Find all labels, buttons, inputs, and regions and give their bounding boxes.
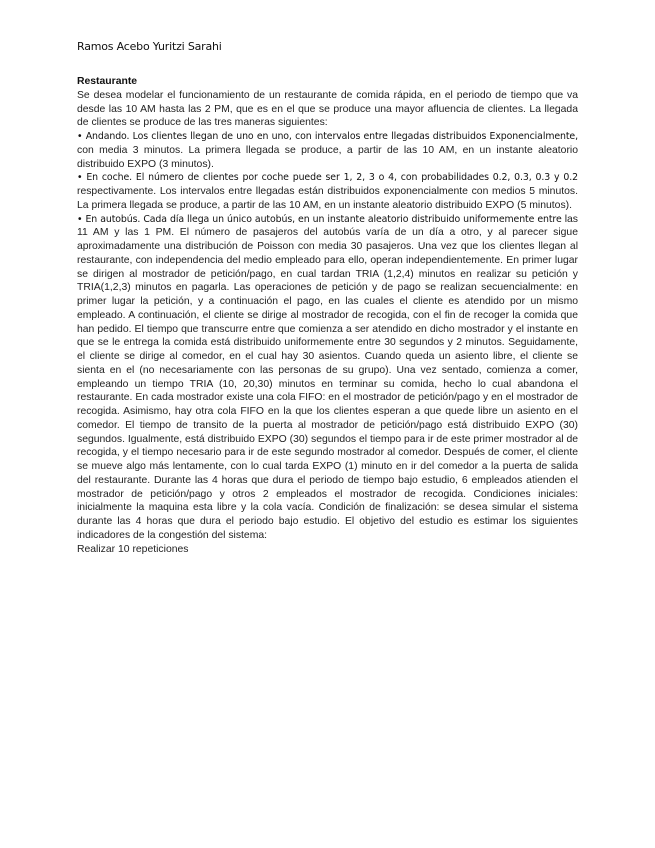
- intro-paragraph: Se desea modelar el funcionamiento de un restaurante de comida rápida, en el periodo de tiempo que va desde las 10 AM hasta las 2 PM, que es en el que se produce una mayor afluencia de clientes. La llegada de clientes se produce de las tres maneras siguientes:: [77, 89, 578, 129]
- arrival-item-lead: • En coche. El número de clientes por coche puede ser 1, 2, 3 o 4, con probabilidades 0.2, 0.3, 0.3 y 0.2: [77, 172, 578, 184]
- arrival-item-bus: [77, 213, 578, 543]
- arrival-item-walking: [77, 130, 578, 171]
- arrival-item-text: respectivamente. Los intervalos entre llegadas están distribuidos exponencialmente con medios 5 minutos. La primera llegada se produce, a partir de las 10 AM, en un instante aleatorio distribuido EXPO (5 minutos).: [77, 186, 578, 211]
- repetitions-line: Realizar 10 repeticiones: [77, 543, 189, 555]
- arrival-item-car: [77, 171, 578, 212]
- author-name: Ramos Acebo Yuritzi Sarahi: [77, 40, 222, 53]
- arrival-item-text: las 11 AM y las 1 PM. El número de pasajeros del autobús varía de un día a otro, y al parecer sigue aproximadamente una distribución de Poisson con media 30 pasajeros. Una vez que los clientes llegan al restaurante, con independencia del medio empleado para ello, operan independientemente. En primer lugar se dirigen al mostrador de petición/pago, en cual tardan TRIA (1,2,4) minutos en realizar su petición y TRIA(1,2,3) minutos en pagarla. Las operaciones de petición y de pago se realizan secuencialmente: en primer lugar la petición, y a continuación el pago, en las cuales el cliente es atendido por un mismo empleado. A continuación, el cliente se dirige al mostrador de recogida, con el fin de recoger la comida que han pedido. El tiempo que transcurre entre que comienza a ser atendido en dicho mostrador y el instante en que se le entrega la comida está distribuido uniformemente entre 30 segundos y 2 minutos. Seguidamente, el cliente se dirige al comedor, en el cual hay 30 asientos. Cuando queda un asiento libre, el cliente se sienta en el (no necesariamente con las personas de su grupo). Una vez sentado, comienza a comer, empleando un tiempo TRIA (10, 20,30) minutos en terminar su comida, hecho lo cual abandona el restaurante. En cada mostrador existe una cola FIFO: en el mostrador de petición/pago y en el mostrador de recogida. Asimismo, hay otra cola FIFO en la que los clientes esperan a que quede libre un asiento en el comedor. El tiempo de transito de la puerta al mostrador de petición/pago está distribuido EXPO (30) segundos. Igualmente, está distribuido EXPO (30) segundos el tiempo para ir de este primer mostrador al de recogida, y el tiempo necesario para ir de este segundo mostrador al comedor. Después de comer, el cliente se mueve algo más lentamente, con lo cual tarda EXPO (1) minuto en ir del comedor a la puerta de salida del restaurante. Durante las 4 horas que dura el periodo de tiempo bajo estudio, 6 empleados atienden el mostrador de petición/pago y otros 2 empleados el mostrador de recogida. Condiciones iniciales: inicialmente la maquina esta libre y la cola vacía. Condición de finalización: se desea simular el sistema durante las 4 horas que dura el periodo bajo estudio. El objetivo del estudio es estimar los siguientes indicadores de la congestión del sistema:: [77, 213, 578, 541]
- document-body: [77, 75, 578, 556]
- section-title: Restaurante: [77, 76, 138, 87]
- arrival-item-lead: • En autobús. Cada día llega un único autobús, en un instante aleatorio distribuido uniformemente entre: [77, 213, 562, 225]
- arrival-item-text: con media 3 minutos. La primera llegada se produce, a partir de las 10 AM, en un instante aleatorio distribuido EXPO (3 minutos).: [77, 144, 578, 170]
- arrival-item-lead: • Andando. Los clientes llegan de uno en uno, con intervalos entre llegadas distribuidos Exponencialmente,: [77, 131, 578, 142]
